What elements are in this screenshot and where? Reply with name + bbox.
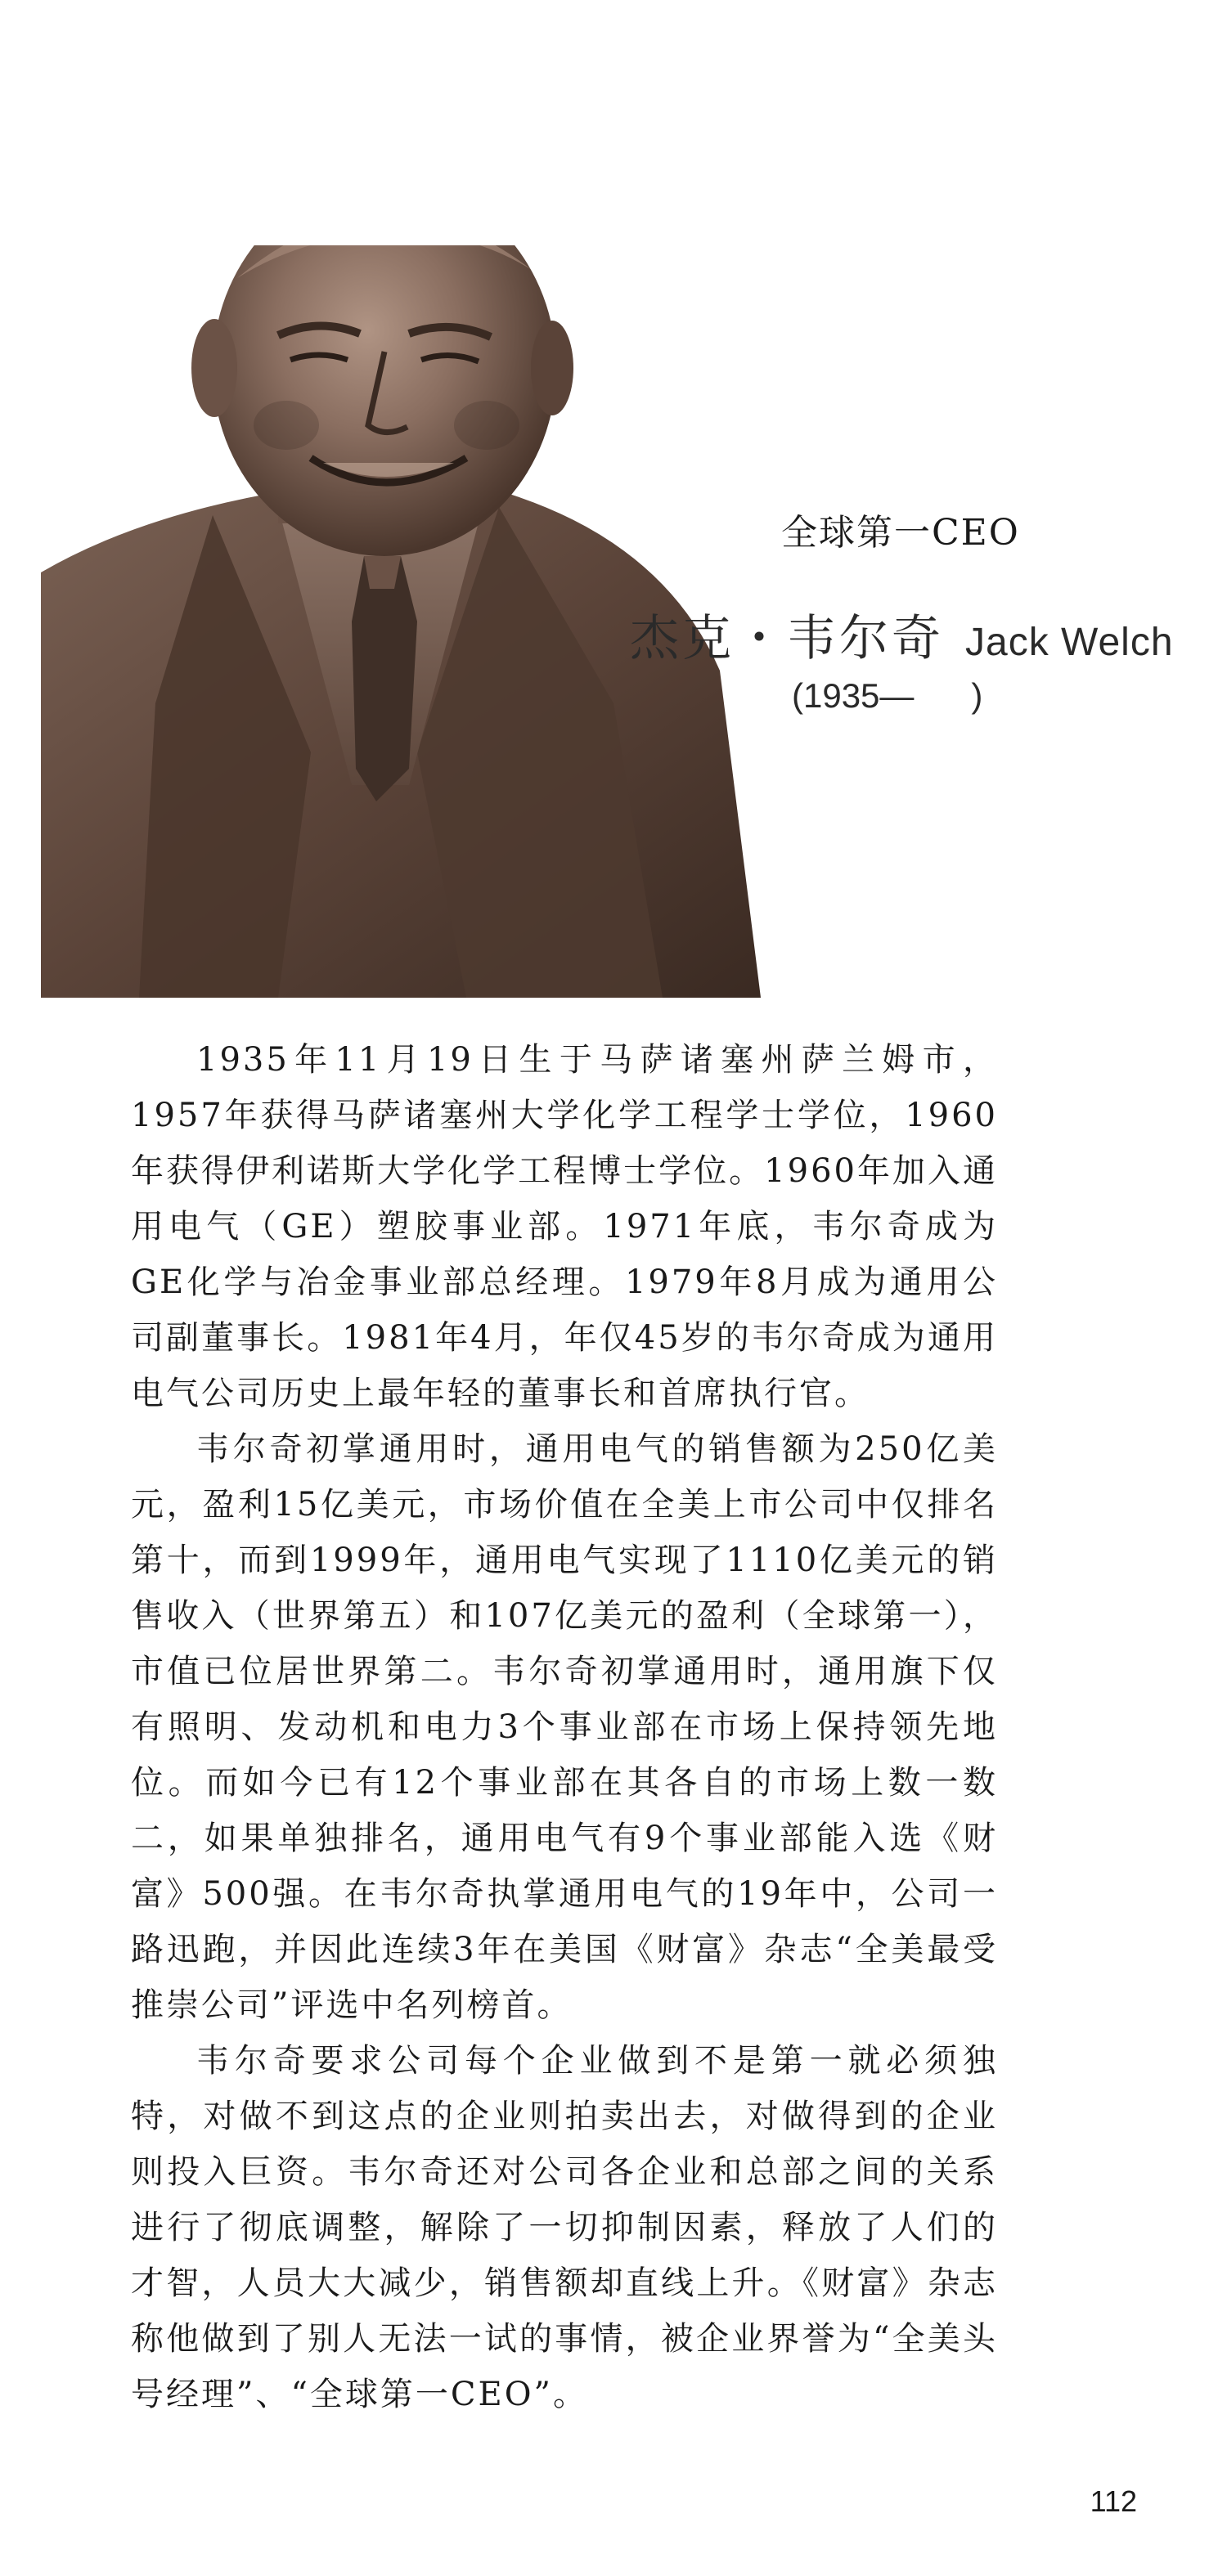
name-english: Jack Welch xyxy=(965,621,1174,664)
paragraph: 1935年11月19日生于马萨诸塞州萨兰姆市，1957年获得马萨诸塞州大学化学工程学士学位，1960年获得伊利诺斯大学化学工程博士学位。1960年加入通用电气（GE）塑胶事业部。1971年底，韦尔奇成为GE化学与冶金事业部总经理。1979年8月成为通用公司副董事长。1981年4月，年仅45岁的韦尔奇成为通用电气公司历史上最年轻的董事长和首席执行官。 xyxy=(131,1041,998,1412)
header-block xyxy=(622,503,1211,732)
biography-text xyxy=(131,1032,998,2422)
name-chinese: 杰克・韦尔奇 xyxy=(630,610,944,667)
paragraph: 韦尔奇要求公司每个企业做到不是第一就必须独特，对做不到这点的企业则拍卖出去，对做得到的企业则投入巨资。韦尔奇还对公司各企业和总部之间的关系进行了彻底调整，解除了一切抑制因素，释放了人们的才智，人员大大减少，销售额却直线上升。《财富》杂志称他做到了别人无法一试的事情，被企业界誉为“全美头号经理”、“全球第一CEO”。 xyxy=(131,2042,998,2413)
life-years: (1935— ) xyxy=(792,676,983,715)
page-number: 112 xyxy=(1090,2484,1137,2518)
portrait-subtitle: 全球第一CEO xyxy=(781,512,1020,554)
name-row xyxy=(630,599,1174,670)
paragraph: 韦尔奇初掌通用时，通用电气的销售额为250亿美元，盈利15亿美元，市场价值在全美上市公司中仅排名第十，而到1999年，通用电气实现了1110亿美元的销售收入（世界第五）和107亿美元的盈利（全球第一），市值已位居世界第二。韦尔奇初掌通用时，通用旗下仅有照明、发动机和电力3个事业部在市场上保持领先地位。而如今已有12个事业部在其各自的市场上数一数二，如果单独排名，通用电气有9个事业部能入选《财富》500强。在韦尔奇执掌通用电气的19年中，公司一路迅跑，并因此连续3年在美国《财富》杂志“全美最受推崇公司”评选中名列榜首。 xyxy=(131,1430,998,2024)
